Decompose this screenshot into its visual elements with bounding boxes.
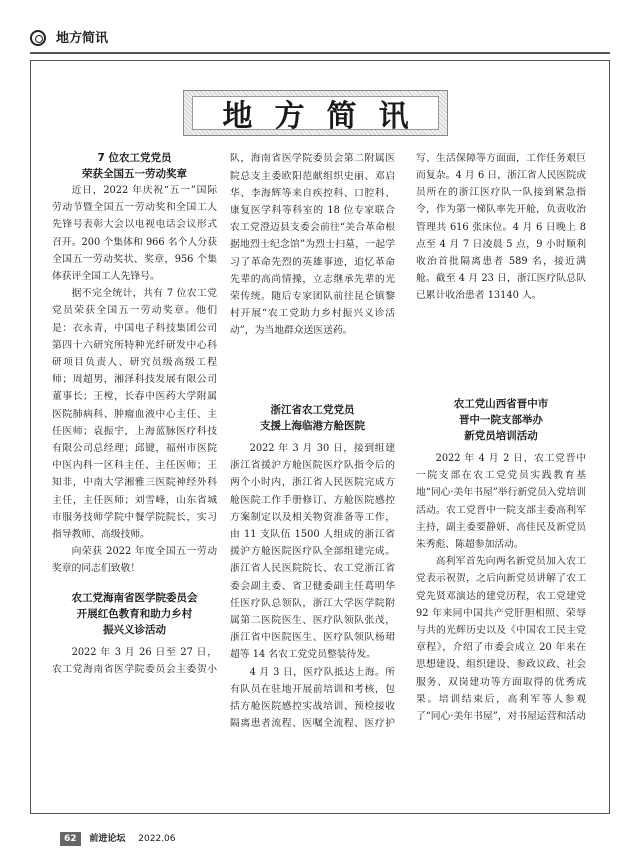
headline-line: 荣获全国五一劳动奖章 [82, 168, 187, 180]
article-3-paragraph-cont: 写、生活保障等方面面，工作任务艰巨而复杂。4 月 6 日，浙江省人民医院成员所在的浙江医疗队一队接到紧急指令，作为第一梯队率先开舱，负责收治管理共 616 张床位。4 月 6 日晚上 8 点至 4 月 7 日凌晨 5 点，9 小时顺利收治首批隔离患者 589 名，接近满舱。截至 4 月 23 日，浙江医疗队总队已累计收治患者 13140 人。 [416, 152, 586, 302]
headline-line: 振兴义诊活动 [103, 623, 166, 636]
article-3-continued [416, 150, 586, 374]
article-2-paragraph-cont: 队，海南省医学院委员会第二附属医院总支主委欧阳范献组织史丽、邓启华、李海辉等来自疾控科、口腔科、康复医学科等科室的 18 位专家联合农工党澄迈县支委会前往“美合革命根据地烈士纪念馆”为烈士扫墓，一起学习了革命先烈的英雄事迹，追忆革命先辈的高尚情操，立志继承先辈的光荣传统。随后专家团队前往昆仑镇黎村开展“农工党助力乡村振兴义诊活动”，为当地群众送医送药。 [230, 153, 395, 337]
column-3 [416, 150, 586, 725]
section-logo-icon [30, 30, 46, 46]
section-header [30, 30, 610, 48]
column-1 [52, 150, 217, 678]
article-1-headline [52, 150, 217, 182]
publication-name: 前进论坛 [89, 834, 126, 844]
article-2-continued [230, 150, 395, 390]
headline-line: 新党员培训活动 [464, 430, 538, 442]
article-3-paragraph: 4 月 3 日，医疗队抵达上海。所有队员在驻地开展前培训和考核，包括方舱医院感控实战培训、预检接收隔离患者流程、医嘱全流程、医疗护 [230, 666, 395, 730]
title-banner [183, 90, 448, 136]
article-3-headline [230, 402, 395, 434]
article-4-paragraph: 高利军首先向两名新党员加入农工党表示祝贺，之后向新党员讲解了农工党先贤邓演达的建党历程，农工党建党 92 年来同中国共产党肝胆相照、荣辱与共的光辉历史以及《中国农工民主党章程》，介绍了市委会成立 20 年来在思想建设、组织建设、参政议政、社会服务、双岗建功等方面取得的优秀成果。培训结束后，高利军等人参观了“同心·美年书屋”，对书屋运营和活动 [416, 556, 586, 723]
headline-line: 农工党海南省医学院委员会 [71, 591, 198, 604]
article-3-paragraph: 2022 年 3 月 30 日，接到组建浙江省援沪方舱医院医疗队指令后的两个小时内，浙江省人民医院完成方舱医院工作手册修订、方舱医院感控方案制定以及相关物资准备等工作，由 11 支队伍 1500 人组成的浙江省援沪方舱医院医疗队全部组建完成。浙江省人民医院院长、农工党浙江省委会副主委、省卫健委副主任葛明华任医疗队总领队，浙江大学医学院附属第二医院医生、医疗队领队张茂，浙江省中医院医生、医疗队领队杨珺超等 14 名农工党党员整装待发。 [230, 443, 395, 661]
section-title: 地方简讯 [56, 31, 109, 46]
headline-line: 支援上海临港方舱医院 [260, 420, 365, 432]
article-1-paragraph: 向荣获 2022 年度全国五一劳动奖章的同志们致敬！ [52, 546, 217, 575]
article-2-paragraph: 2022 年 3 月 26 日至 27 日，农工党海南省医学院委员会主委贺小 [52, 646, 217, 675]
title-banner-inner [192, 96, 439, 134]
article-4-paragraph: 2022 年 4 月 2 日，农工党晋中一院支部在农工党党员实践教育基地“同心·美年书屋”举行新党员入党培训活动。农工党晋中一院支部主委高利军主持，副主委要静妍、高佳民及新党员朱秀彪、陈超参加活动。 [416, 453, 586, 551]
article-1-paragraph: 近日，2022 年庆祝“五一”国际劳动节暨全国五一劳动奖和全国工人先锋号表彰大会以电视电话会议形式召开。200 个集体和 966 名个人分获全国五一劳动奖状、奖章，956 个集体获评全国工人先锋号。 [52, 185, 217, 283]
article-4-headline [416, 396, 586, 444]
article-1-paragraph: 据不完全统计，共有 7 位农工党党员荣获全国五一劳动奖章。他们是：衣永青，中国电子科技集团公司第四十六研究所特种光纤研发中心科研项目负责人、研究员级高级工程师；周超男，湘泽科技发展有限公司董事长；王樘，长春中医药大学附属医院肺病科、肿瘤血液中心主任、主任医师；袁振宇，上海蓝脉医疗科技有限公司总经理；邱键，福州市医院中医内科一区科主任、主任医师；王知非，中南大学湘雅三医院神经外科主任，主任医师；刘雪峰，山东省城市服务技师学院中餐学院院长，实习指导教师、高级技师。 [52, 288, 217, 541]
headline-line: 浙江省农工党党员 [270, 404, 355, 416]
banner-title: 地方简讯 [222, 99, 431, 134]
article-2-headline [52, 590, 217, 638]
header-divider [30, 52, 610, 54]
page-footer [60, 832, 176, 846]
headline-line: 开展红色教育和助力乡村 [76, 607, 193, 620]
issue-number: 2022.06 [138, 834, 176, 844]
headline-line: 晋中一院支部举办 [459, 414, 543, 426]
headline-line: 7 位农工党党员 [97, 152, 172, 164]
page-number: 62 [60, 832, 81, 846]
article-3-paragraph-2-clip [230, 664, 395, 733]
column-2 [230, 150, 395, 733]
headline-line: 农工党山西省晋中市 [453, 398, 549, 410]
